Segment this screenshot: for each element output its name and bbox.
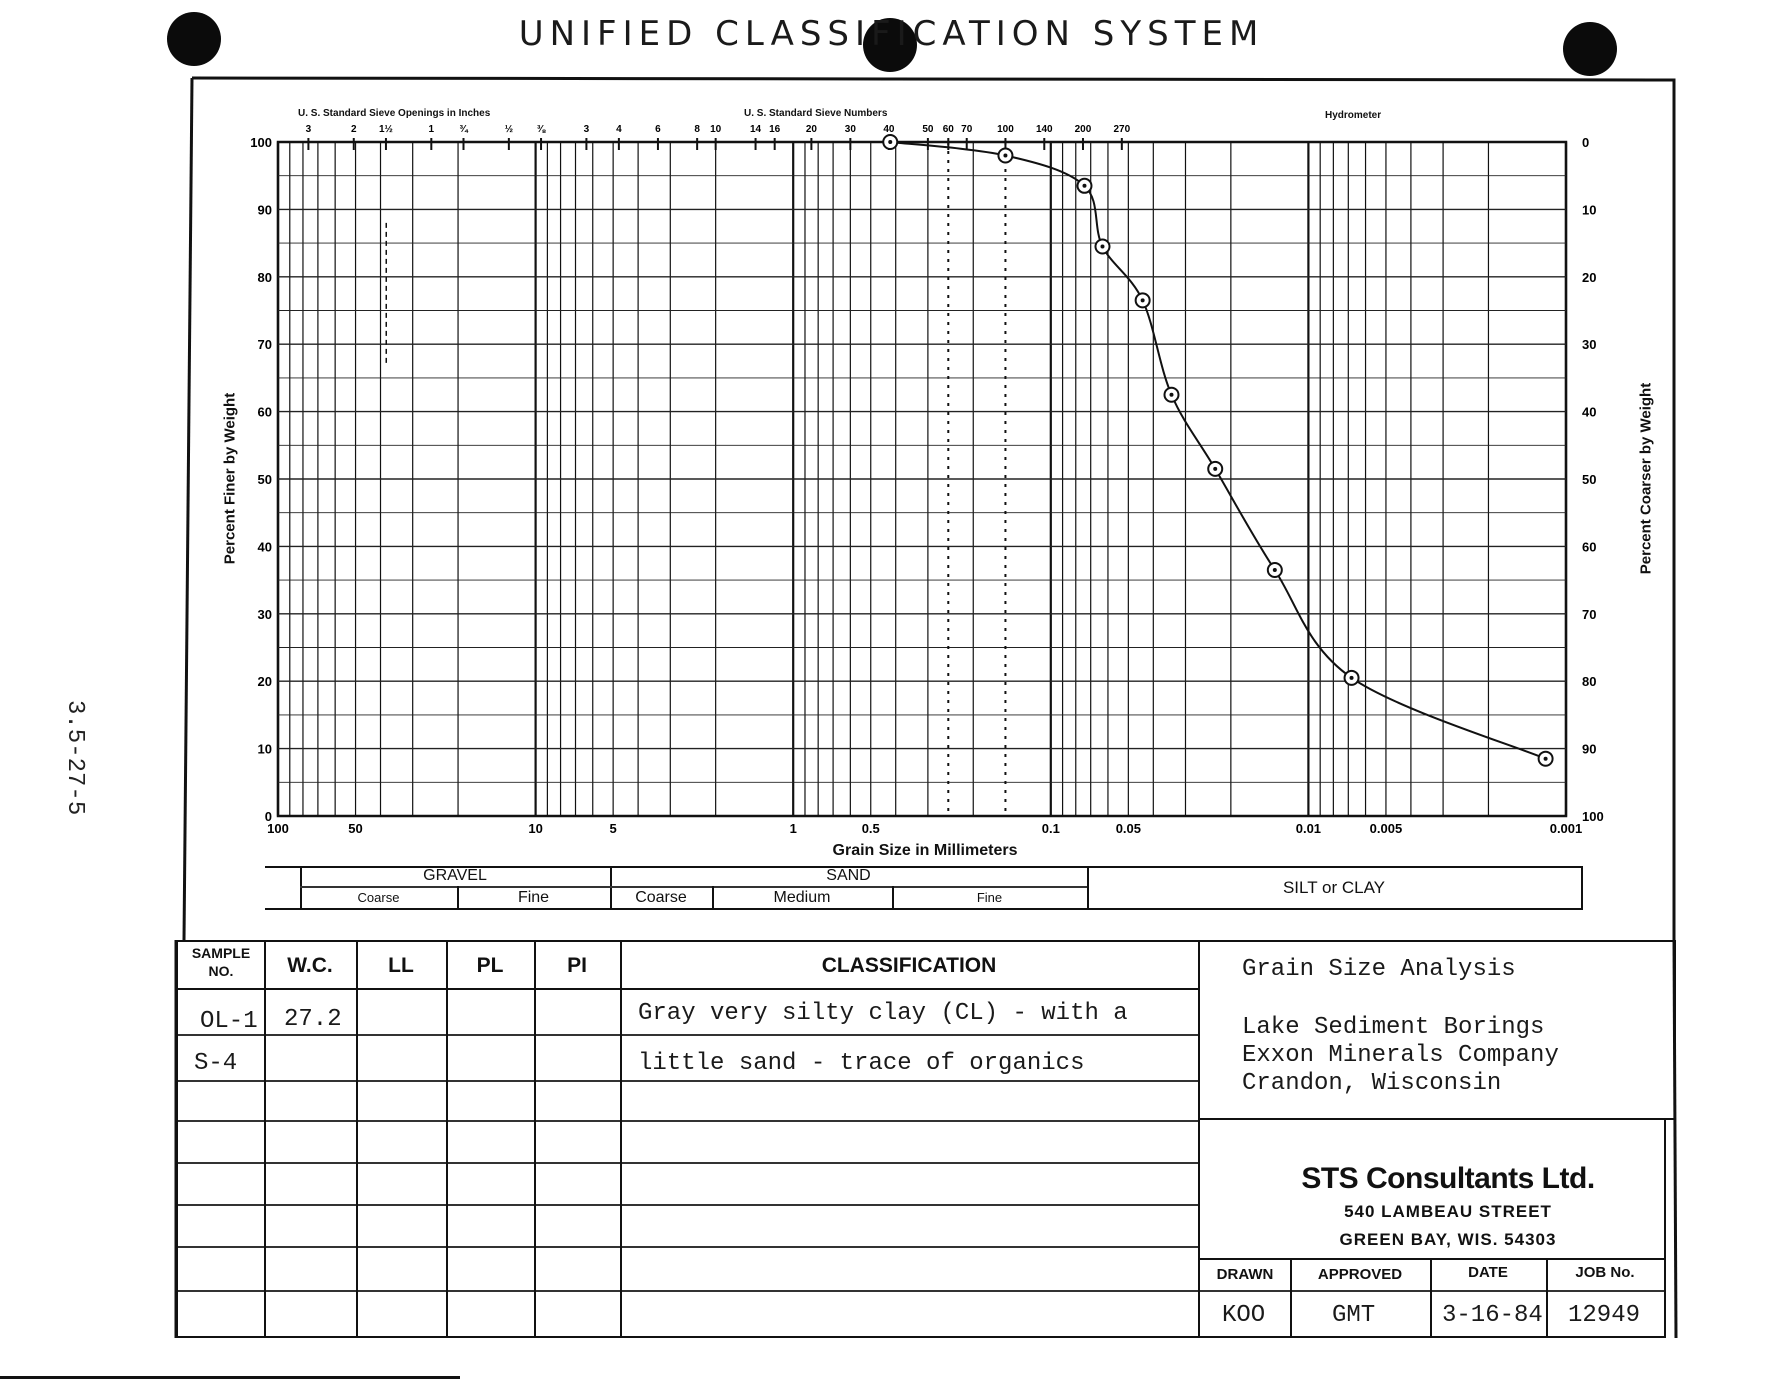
x-tick-label: 0.005 [1369,821,1403,836]
classification-band [265,866,1583,910]
y2-tick-label: 10 [1582,202,1597,218]
company-street: 540 LAMBEAU STREET [1344,1202,1552,1221]
y2-tick-label: 40 [1582,404,1597,420]
x-tick-label: 100 [267,821,289,836]
y2-tick-label: 0 [1582,135,1590,150]
sieve-number-label: 6 [655,124,661,135]
header-ll: LL [388,954,414,977]
sieve-number-label: 100 [997,124,1014,135]
sieve-opening-label: ¾ [459,124,468,135]
sieve-opening-label: 2 [350,124,357,135]
row1-classification: Gray very silty clay (CL) - with a [638,1000,1128,1027]
gravel-fine-label: Fine [517,889,550,906]
project-line1: Grain Size Analysis [1242,956,1516,983]
gradation-curve [890,142,1545,759]
y-tick-label: 90 [257,202,272,218]
project-line2: Lake Sediment Borings [1242,1014,1545,1041]
sand-label: SAND [826,867,871,884]
y2-tick-label: 80 [1582,674,1597,690]
sieve-opening-label: ½ [504,124,514,135]
sieve-number-label: 40 [883,124,895,135]
data-point-center [1100,244,1104,248]
y2-tick-label: 70 [1582,606,1597,622]
project-line3: Exxon Minerals Company [1242,1042,1559,1069]
sieve-number-label: 14 [749,124,762,135]
sieve-number-label: 3 [583,124,590,135]
sieve-number-label: 16 [769,124,781,135]
company-name: STS Consultants Ltd. [1301,1162,1595,1195]
data-point-center [1082,184,1086,188]
data-point-center [1350,676,1354,680]
data-point-center [1003,153,1007,157]
hydrometer-label: Hydrometer [1325,110,1382,121]
date-value: 3-16-84 [1442,1302,1543,1329]
y2-axis-label: Percent Coarser by Weight [1637,382,1655,575]
data-point-center [1141,298,1145,302]
sieve-number-label: 4 [616,124,622,135]
x-axis-label: Grain Size in Millimeters [832,842,1018,859]
row1-wc: 27.2 [284,1006,342,1033]
sand-fine-label: Fine [976,890,1003,905]
header-pl: PL [476,954,504,977]
project-line4: Crandon, Wisconsin [1242,1070,1502,1097]
company-city: GREEN BAY, WIS. 54303 [1339,1230,1557,1249]
page-title: UNIFIED CLASSIFICATION SYSTEM [518,14,1265,54]
chart-marks [883,135,1552,766]
header-classification: CLASSIFICATION [821,954,997,977]
data-point-center [1544,757,1548,761]
silt-clay-label: SILT or CLAY [1282,878,1386,897]
y-tick-label: 40 [257,539,272,555]
approved-value: GMT [1332,1302,1376,1329]
sample-table [176,940,1200,1338]
sieve-number-label: 270 [1113,124,1131,135]
sieve-number-label: 50 [922,124,934,135]
header-sample-no: SAMPLE NO. [191,945,251,979]
sieve-number-label: 8 [694,124,700,135]
y-tick-label: 30 [257,606,272,622]
sand-medium-label: Medium [773,889,831,906]
y2-tick-label: 50 [1582,472,1597,487]
sheet-frame-top-right [192,78,1674,942]
y-tick-label: 80 [257,269,272,285]
sieve-number-label: 140 [1035,124,1053,135]
data-point-center [1213,467,1217,471]
sieve-number-label: 200 [1074,124,1092,135]
sieve-opening-label: 3 [305,124,312,135]
row2-sample: S-4 [194,1050,238,1077]
x-tick-label: 10 [528,821,543,836]
y-tick-label: 60 [257,404,272,420]
sieve-number-label: 60 [942,124,954,135]
x-tick-label: 0.05 [1115,821,1142,836]
y2-tick-label: 90 [1582,741,1597,757]
y-tick-label: 70 [257,337,272,353]
sand-coarse-label: Coarse [635,889,687,906]
sieve-opening-label: 1½ [379,124,393,135]
y2-tick-label: 60 [1582,539,1597,555]
y-tick-label: 20 [257,674,272,690]
scan-edge [0,1376,460,1379]
data-point-center [1169,393,1173,397]
y-tick-label: 10 [257,741,272,757]
header-pi: PI [567,954,587,977]
y2-tick-label: 20 [1582,269,1597,285]
title-block [1198,940,1676,1338]
gravel-coarse-label: Coarse [357,890,400,905]
job-label: JOB No. [1575,1264,1635,1281]
data-point-center [888,140,892,144]
sieve-number-label: 10 [710,124,722,135]
x-tick-label: 0.01 [1295,821,1322,836]
x-tick-label: 1 [789,821,797,836]
x-tick-label: 5 [609,821,617,836]
drawn-value: KOO [1222,1302,1266,1329]
sieve-opening-label: ⅜ [536,124,546,135]
data-point-center [1273,568,1277,572]
y2-tick-label: 30 [1582,337,1597,353]
row1-sample: OL-1 [200,1008,258,1035]
y-tick-label: 0 [264,809,272,824]
sieve-openings-label: U. S. Standard Sieve Openings in Inches [298,108,491,119]
sheet-frame-left [184,78,192,940]
sieve-opening-label: 1 [428,124,435,135]
date-label: DATE [1468,1264,1508,1281]
y2-tick-label: 100 [1582,809,1604,824]
approved-label: APPROVED [1317,1266,1403,1283]
chart-ticks [250,124,1603,836]
y-tick-label: 100 [250,135,272,150]
y-axis-label: Percent Finer by Weight [221,392,239,565]
y-tick-label: 50 [257,472,272,487]
x-tick-label: 0.001 [1549,821,1583,836]
gravel-label: GRAVEL [423,867,487,884]
row2-classification: little sand - trace of organics [638,1050,1085,1077]
x-tick-label: 50 [348,821,363,836]
x-tick-label: 0.1 [1041,821,1060,836]
margin-note: 3.5-27-5 [61,700,88,816]
x-tick-label: 0.5 [861,821,880,836]
header-wc: W.C. [287,954,333,977]
sieve-number-label: 30 [844,124,856,135]
sieve-number-label: 70 [961,124,973,135]
drawn-label: DRAWN [1216,1266,1274,1283]
sieve-number-label: 20 [805,124,817,135]
sieve-numbers-label: U. S. Standard Sieve Numbers [744,108,888,119]
job-value: 12949 [1568,1302,1641,1329]
